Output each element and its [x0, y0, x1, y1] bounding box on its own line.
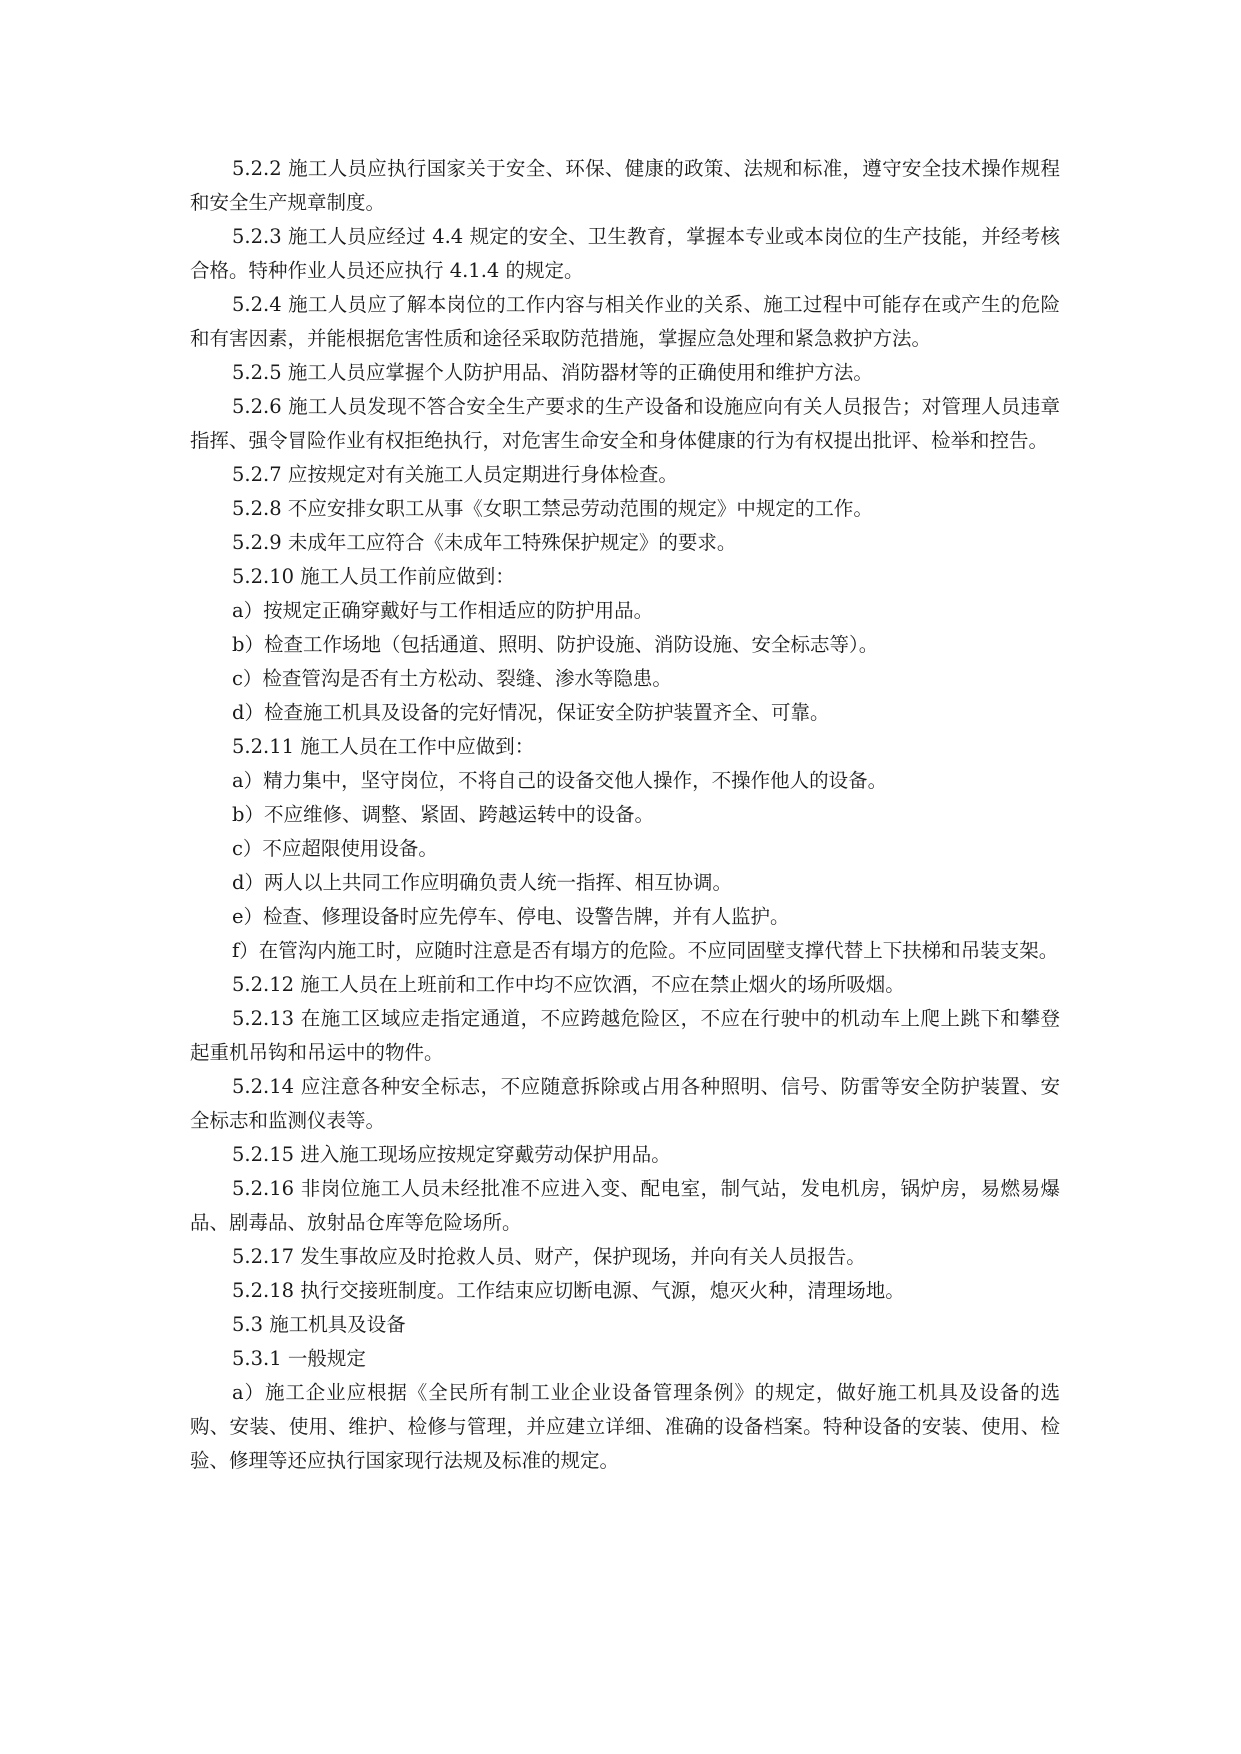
- list-item-5-2-11-d: d）两人以上共同工作应明确负责人统一指挥、相互协调。: [232, 871, 732, 894]
- paragraph-5-2-3: 5.2.3 施工人员应经过 4.4 规定的安全、卫生教育，掌握本专业或本岗位的生产技能，并经考核合格。特种作业人员还应执行 4.1.4 的规定。: [190, 225, 1060, 282]
- list-item-5-2-10-b: b）检查工作场地（包括通道、照明、防护设施、消防设施、安全标志等）。: [232, 633, 879, 656]
- list-item-5-3-1-a: a）施工企业应根据《全民所有制工业企业设备管理条例》的规定，做好施工机具及设备的选购、安装、使用、维护、检修与管理，并应建立详细、准确的设备档案。特种设备的安装、使用、检验、修理等还应执行国家现行法规及标准的规定。: [190, 1381, 1060, 1472]
- document-body: [190, 152, 1060, 1478]
- paragraph-5-2-7: 5.2.7 应按规定对有关施工人员定期进行身体检查。: [232, 463, 678, 486]
- paragraph-5-2-11: 5.2.11 施工人员在工作中应做到：: [232, 735, 535, 758]
- section-heading-5-3: 5.3 施工机具及设备: [232, 1313, 406, 1336]
- paragraph-5-2-5: 5.2.5 施工人员应掌握个人防护用品、消防器材等的正确使用和维护方法。: [232, 361, 873, 384]
- list-item-5-2-11-c: c）不应超限使用设备。: [232, 837, 438, 860]
- list-item-5-2-11-e: e）检查、修理设备时应先停车、停电、设警告牌，并有人监护。: [232, 905, 790, 928]
- paragraph-5-2-2: 5.2.2 施工人员应执行国家关于安全、环保、健康的政策、法规和标准，遵守安全技术操作规程和安全生产规章制度。: [190, 157, 1060, 214]
- paragraph-5-2-4: 5.2.4 施工人员应了解本岗位的工作内容与相关作业的关系、施工过程中可能存在或产生的危险和有害因素，并能根据危害性质和途径采取防范措施，掌握应急处理和紧急救护方法。: [190, 293, 1060, 350]
- list-item-5-2-10-d: d）检查施工机具及设备的完好情况，保证安全防护装置齐全、可靠。: [232, 701, 830, 724]
- list-item-5-2-10-a: a）按规定正确穿戴好与工作相适应的防护用品。: [232, 599, 654, 622]
- section-heading-5-3-1: 5.3.1 一般规定: [232, 1347, 366, 1370]
- paragraph-5-2-15: 5.2.15 进入施工现场应按规定穿戴劳动保护用品。: [232, 1143, 671, 1166]
- paragraph-5-2-12: 5.2.12 施工人员在上班前和工作中均不应饮酒，不应在禁止烟火的场所吸烟。: [232, 973, 905, 996]
- paragraph-5-2-16: 5.2.16 非岗位施工人员未经批准不应进入变、配电室，制气站，发电机房，锅炉房，易燃易爆品、剧毒品、放射品仓库等危险场所。: [190, 1177, 1060, 1234]
- list-item-5-2-11-f: f）在管沟内施工时，应随时注意是否有塌方的危险。不应同固壁支撑代替上下扶梯和吊装支架。: [232, 939, 1059, 962]
- list-item-5-2-11-b: b）不应维修、调整、紧固、跨越运转中的设备。: [232, 803, 654, 826]
- paragraph-5-2-14: 5.2.14 应注意各种安全标志，不应随意拆除或占用各种照明、信号、防雷等安全防护装置、安全标志和监测仪表等。: [190, 1075, 1060, 1132]
- paragraph-5-2-17: 5.2.17 发生事故应及时抢救人员、财产，保护现场，并向有关人员报告。: [232, 1245, 866, 1268]
- paragraph-5-2-18: 5.2.18 执行交接班制度。工作结束应切断电源、气源，熄灭火种，清理场地。: [232, 1279, 905, 1302]
- paragraph-5-2-13: 5.2.13 在施工区域应走指定通道，不应跨越危险区，不应在行驶中的机动车上爬上跳下和攀登起重机吊钩和吊运中的物件。: [190, 1007, 1060, 1064]
- paragraph-5-2-8: 5.2.8 不应安排女职工从事《女职工禁忌劳动范围的规定》中规定的工作。: [232, 497, 873, 520]
- list-item-5-2-10-c: c）检查管沟是否有土方松动、裂缝、渗水等隐患。: [232, 667, 672, 690]
- paragraph-5-2-10: 5.2.10 施工人员工作前应做到：: [232, 565, 515, 588]
- paragraph-5-2-9: 5.2.9 未成年工应符合《未成年工特殊保护规定》的要求。: [232, 531, 737, 554]
- paragraph-5-2-6: 5.2.6 施工人员发现不答合安全生产要求的生产设备和设施应向有关人员报告；对管理人员违章指挥、强令冒险作业有权拒绝执行，对危害生命安全和身体健康的行为有权提出批评、检举和控告。: [190, 395, 1060, 452]
- list-item-5-2-11-a: a）精力集中，坚守岗位，不将自己的设备交他人操作，不操作他人的设备。: [232, 769, 888, 792]
